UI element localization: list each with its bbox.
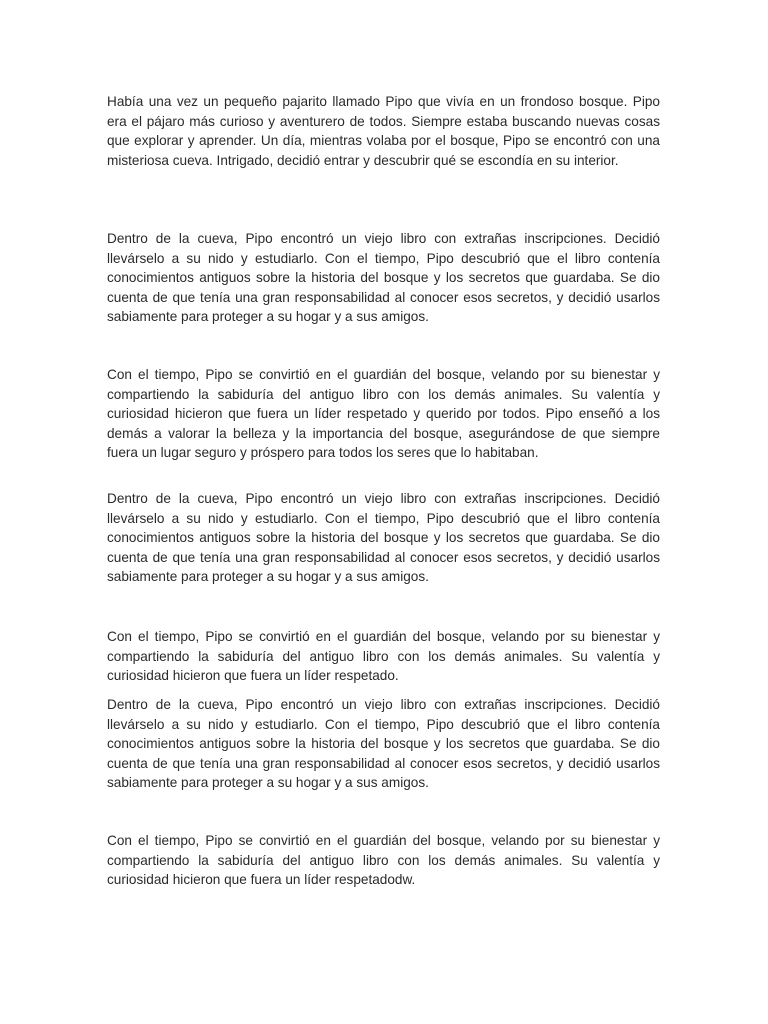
paragraph: Con el tiempo, Pipo se convirtió en el guardián del bosque, velando por su bienestar y compartiendo la sabiduría del antiguo libro con los demás animales. Su valentía y curiosidad hicieron que fuera un líder respetado y querido por todos. Pipo enseñó a los demás a valorar la belleza y la importancia del bosque, asegurándose de que siempre fuera un lugar seguro y próspero para todos los seres que lo habitaban. (107, 367, 660, 460)
paragraph: Dentro de la cueva, Pipo encontró un viejo libro con extrañas inscripciones. Decidió llevárselo a su nido y estudiarlo. Con el tiempo, Pipo descubrió que el libro contenía conocimientos antiguos sobre la historia del bosque y los secretos que guardaba. Se dio cuenta de que tenía una gran responsabilidad al conocer esos secretos, y decidió usarlos sabiamente para proteger a su hogar y a sus amigos. (107, 231, 660, 324)
paragraph: Dentro de la cueva, Pipo encontró un viejo libro con extrañas inscripciones. Decidió llevárselo a su nido y estudiarlo. Con el tiempo, Pipo descubrió que el libro contenía conocimientos antiguos sobre la historia del bosque y los secretos que guardaba. Se dio cuenta de que tenía una gran responsabilidad al conocer esos secretos, y decidió usarlos sabiamente para proteger a su hogar y a sus amigos. (107, 491, 660, 584)
paragraph: Había una vez un pequeño pajarito llamado Pipo que vivía en un frondoso bosque. Pipo era el pájaro más curioso y aventurero de todos. Siempre estaba buscando nuevas cosas que explorar y aprender. Un día, mientras volaba por el bosque, Pipo se encontró con una misteriosa cueva. Intrigado, decidió entrar y descubrir qué se escondía en su interior. (107, 94, 660, 168)
paragraph: Con el tiempo, Pipo se convirtió en el guardián del bosque, velando por su bienestar y compartiendo la sabiduría del antiguo libro con los demás animales. Su valentía y curiosidad hicieron que fuera un líder respetado. (107, 629, 660, 683)
paragraph: Con el tiempo, Pipo se convirtió en el guardián del bosque, velando por su bienestar y compartiendo la sabiduría del antiguo libro con los demás animales. Su valentía y curiosidad hicieron que fuera un líder respetadodw. (107, 833, 660, 887)
paragraph: Dentro de la cueva, Pipo encontró un viejo libro con extrañas inscripciones. Decidió llevárselo a su nido y estudiarlo. Con el tiempo, Pipo descubrió que el libro contenía conocimientos antiguos sobre la historia del bosque y los secretos que guardaba. Se dio cuenta de que tenía una gran responsabilidad al conocer esos secretos, y decidió usarlos sabiamente para proteger a su hogar y a sus amigos. (107, 697, 660, 790)
